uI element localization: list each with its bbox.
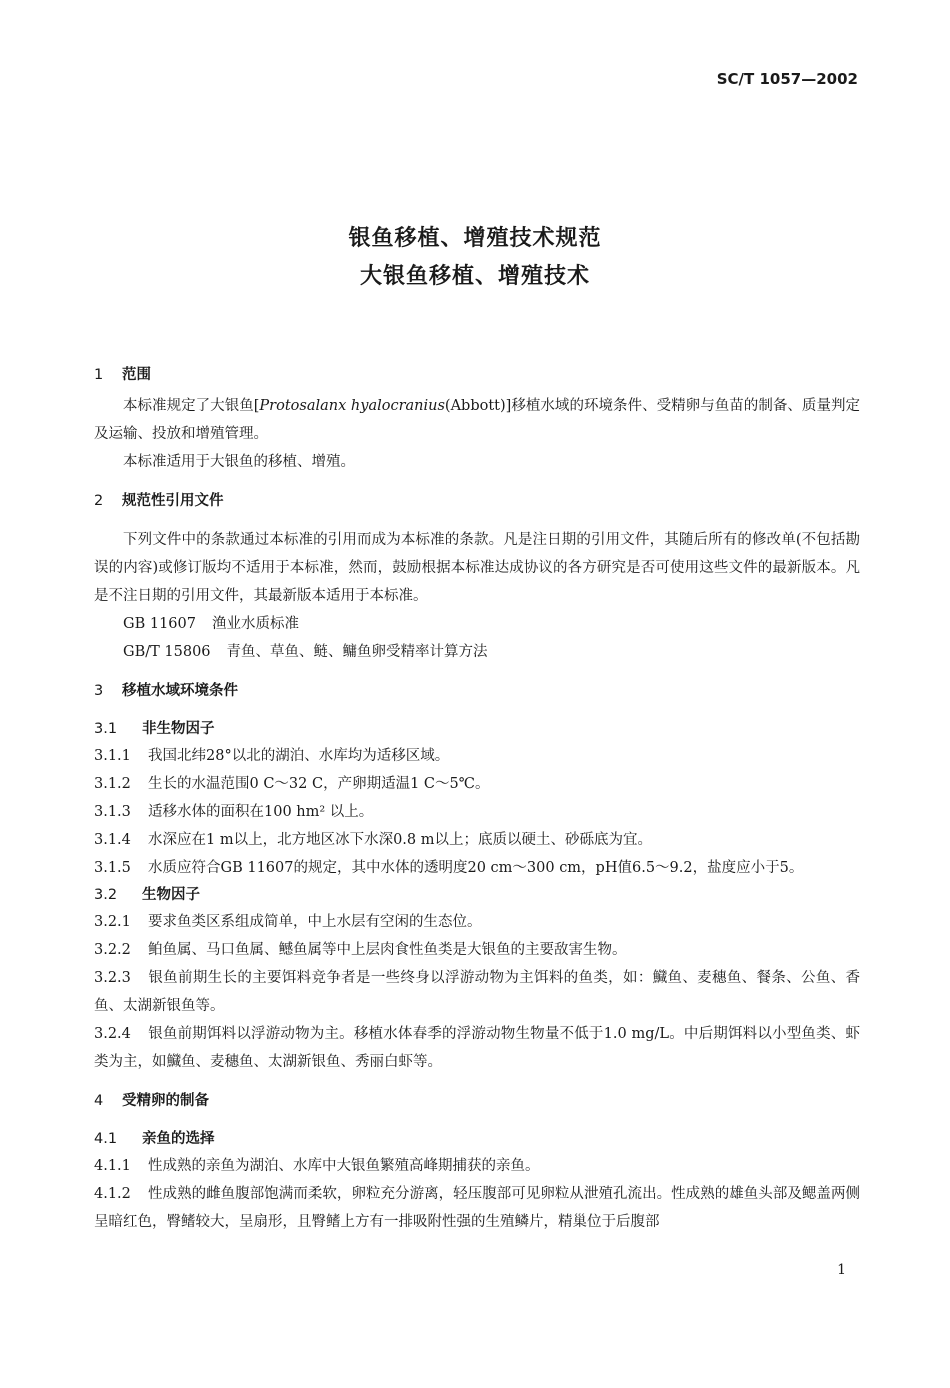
section-number: 1 xyxy=(94,367,104,383)
section-title: 移植水域环境条件 xyxy=(122,683,238,699)
reference-code: GB/T 15806 xyxy=(123,644,211,660)
document-body xyxy=(94,362,860,1236)
standard-code: SC/T 1057—2002 xyxy=(716,70,858,88)
subsection-title: 亲鱼的选择 xyxy=(142,1131,215,1147)
document-title xyxy=(0,220,950,296)
clause-3-1-1: 3.1.1 我国北纬28°以北的湖泊、水库均为适移区域。 xyxy=(94,748,450,764)
subsection-title: 生物因子 xyxy=(142,887,200,903)
scope-paragraph-2: 本标准适用于大银鱼的移植、增殖。 xyxy=(123,454,355,470)
section-number: 3 xyxy=(94,683,104,699)
clause-3-2-1: 3.2.1 要求鱼类区系组成简单，中上水层有空闲的生态位。 xyxy=(94,914,482,930)
subsection-4-1-heading xyxy=(94,1126,860,1152)
subsection-number: 3.2 xyxy=(94,887,118,903)
section-3-heading xyxy=(94,678,860,704)
subsection-3-2-heading xyxy=(94,882,860,908)
clause-4-1-1: 4.1.1 性成熟的亲鱼为湖泊、水库中大银鱼繁殖高峰期捕获的亲鱼。 xyxy=(94,1158,540,1174)
clause-3-1-3: 3.1.3 适移水体的面积在100 hm² 以上。 xyxy=(94,804,374,820)
section-1-heading xyxy=(94,362,860,388)
reference-item xyxy=(94,610,860,638)
section-number: 4 xyxy=(94,1093,104,1109)
clause-3-2-2: 3.2.2 鲌鱼属、马口鱼属、鳡鱼属等中上层肉食性鱼类是大银鱼的主要敌害生物。 xyxy=(94,942,627,958)
references-paragraph: 下列文件中的条款通过本标准的引用而成为本标准的条款。凡是注日期的引用文件，其随后所有的修改单(不包括勘误的内容)或修订版均不适用于本标准，然而，鼓励根据本标准达成协议的各方研究是否可使用这些文件的最新版本。凡是不注日期的引用文件，其最新版本适用于本标准。 xyxy=(94,532,860,604)
section-title: 受精卵的制备 xyxy=(122,1093,209,1109)
clause-3-2-4: 3.2.4 银鱼前期饵料以浮游动物为主。移植水体春季的浮游动物生物量不低于1.0 mg/L。中后期饵料以小型鱼类、虾类为主，如鱵鱼、麦穗鱼、太湖新银鱼、秀丽白虾等。 xyxy=(94,1026,860,1070)
section-title: 范围 xyxy=(122,367,151,383)
subsection-number: 3.1 xyxy=(94,721,118,737)
reference-item xyxy=(94,638,860,666)
subsection-3-1-heading xyxy=(94,716,860,742)
clause-3-1-2: 3.1.2 生长的水温范围0 C～32 C，产卵期适温1 C～5℃。 xyxy=(94,776,490,792)
reference-code: GB 11607 xyxy=(123,616,196,632)
section-4-heading xyxy=(94,1088,860,1114)
section-title: 规范性引用文件 xyxy=(122,493,224,509)
clause-3-1-4: 3.1.4 水深应在1 m以上，北方地区冰下水深0.8 m以上；底质以硬土、砂砾底为宜。 xyxy=(94,832,652,848)
reference-name: 渔业水质标准 xyxy=(211,616,299,632)
section-2-heading xyxy=(94,488,860,514)
clause-3-2-3: 3.2.3 银鱼前期生长的主要饵料竞争者是一些终身以浮游动物为主饵料的鱼类，如：鱵鱼、麦穗鱼、餐条、公鱼、香鱼、太湖新银鱼等。 xyxy=(94,970,860,1014)
reference-name: 青鱼、草鱼、鲢、鳙鱼卵受精率计算方法 xyxy=(226,644,488,660)
title-line-2: 大银鱼移植、增殖技术 xyxy=(359,264,590,289)
subsection-number: 4.1 xyxy=(94,1131,118,1147)
section-number: 2 xyxy=(94,493,104,509)
subsection-title: 非生物因子 xyxy=(142,721,215,737)
clause-3-1-5: 3.1.5 水质应符合GB 11607的规定，其中水体的透明度20 cm～300 cm，pH值6.5～9.2，盐度应小于5。 xyxy=(94,860,804,876)
page-number: 1 xyxy=(837,1262,846,1278)
clause-4-1-2: 4.1.2 性成熟的雌鱼腹部饱满而柔软，卵粒充分游离，轻压腹部可见卵粒从泄殖孔流出。性成熟的雄鱼头部及鳃盖两侧呈暗红色，臀鳍较大，呈扇形，且臀鳍上方有一排吸附性强的生殖鳞片，精巢位于后腹部 xyxy=(94,1186,860,1230)
scope-paragraph-1: 本标准规定了大银鱼[Protosalanx hyalocranius(Abbott)]移植水域的环境条件、受精卵与鱼苗的制备、质量判定及运输、投放和增殖管理。 xyxy=(94,398,861,442)
latin-species-name: Protosalanx hyalocranius xyxy=(259,398,445,414)
title-line-1: 银鱼移植、增殖技术规范 xyxy=(348,226,602,251)
